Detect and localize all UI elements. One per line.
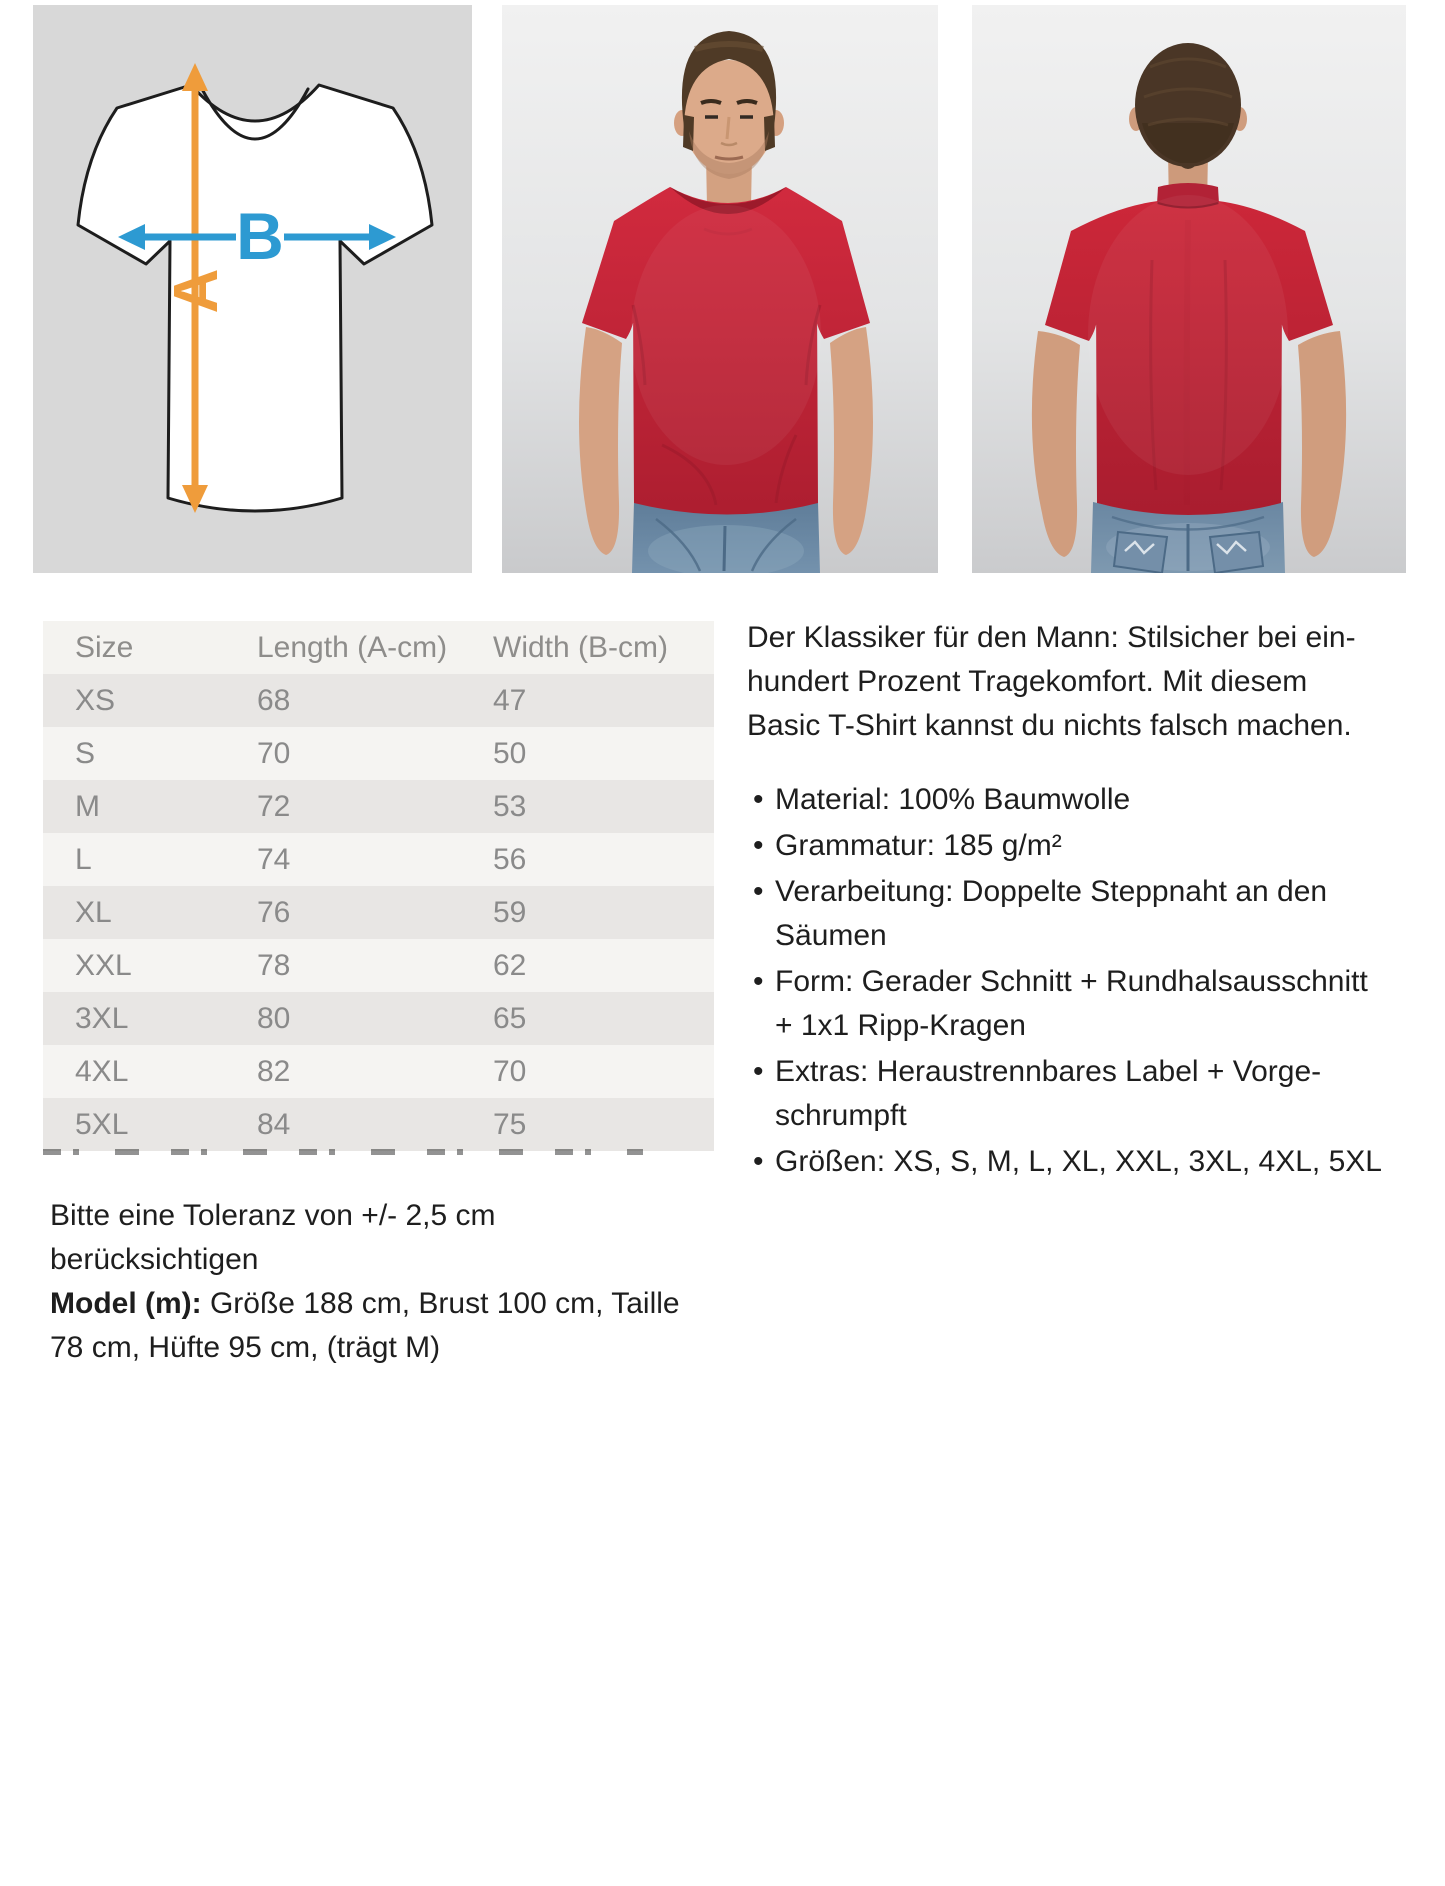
size-table-header-row (43, 621, 714, 674)
cell-size: M (75, 790, 100, 823)
spec-item-material: • Material: 100% Baumwolle (747, 778, 1409, 822)
cell-size: 4XL (75, 1055, 129, 1088)
intro-line: hundert Prozent Tragekomfort. Mit diesem (747, 665, 1308, 698)
table-row-4xl (43, 1045, 714, 1098)
cell-width: 65 (493, 1002, 527, 1035)
intro-line: Basic T-Shirt kannst du nichts falsch machen. (747, 709, 1352, 742)
clipped-row-artifact (43, 1149, 643, 1155)
cell-width: 53 (493, 790, 527, 823)
cell-length: 78 (257, 949, 291, 982)
table-row-xl (43, 886, 714, 939)
cell-length: 76 (257, 896, 291, 929)
nose (727, 117, 729, 139)
spec-item-grammatur: • Grammatur: 185 g/m² (747, 824, 1409, 868)
spec-item-groessen: • Größen: XS, S, M, L, XL, XXL, 3XL, 4XL, 5XL (747, 1140, 1409, 1184)
table-row-s (43, 727, 714, 780)
model-front-photo (502, 5, 938, 573)
model-back-illustration (972, 5, 1406, 573)
cell-width: 62 (493, 949, 527, 982)
table-row-5xl (43, 1098, 714, 1151)
cell-size: S (75, 737, 96, 770)
cell-length: 68 (257, 684, 291, 717)
cell-width: 47 (493, 684, 527, 717)
cell-width: 59 (493, 896, 527, 929)
model-label: Model (m): (50, 1287, 202, 1320)
cell-size: L (75, 843, 92, 876)
right-pocket (1210, 532, 1263, 573)
table-row-xs (43, 674, 714, 727)
cell-length: 84 (257, 1108, 291, 1141)
tshirt-measure-diagram (33, 5, 472, 573)
cell-length: 70 (257, 737, 291, 770)
cell-width: 56 (493, 843, 527, 876)
spec-item-extras: • Extras: Heraustrennbares Label + Vorge- schrumpft (747, 1050, 1409, 1138)
model-info-rest: Größe 188 cm, Brust 100 cm, Taille (201, 1287, 680, 1320)
column-header-size: Size (75, 631, 134, 664)
model-info-line2: 78 cm, Hüfte 95 cm, (trägt M) (50, 1331, 441, 1364)
cell-size: XXL (75, 949, 132, 982)
size-table (43, 621, 714, 1151)
product-description (747, 616, 1409, 1186)
table-row-m (43, 780, 714, 833)
left-pocket (1114, 532, 1167, 573)
cell-size: XS (75, 684, 116, 717)
intro-line: Der Klassiker für den Mann: Stilsicher bei ein- (747, 621, 1356, 654)
model-back-photo (972, 5, 1406, 573)
cell-length: 82 (257, 1055, 291, 1088)
cell-length: 74 (257, 843, 291, 876)
model-info-line1 (50, 1282, 700, 1326)
cell-size: XL (75, 896, 112, 929)
cell-length: 72 (257, 790, 291, 823)
spec-item-form: • Form: Gerader Schnitt + Rundhalsausschnitt + 1x1 Ripp-Kragen (747, 960, 1409, 1048)
label-b: B (236, 199, 284, 273)
cell-length: 80 (257, 1002, 291, 1035)
spec-list (747, 778, 1409, 1184)
cell-width: 70 (493, 1055, 527, 1088)
table-row-3xl (43, 992, 714, 1045)
table-row-l (43, 833, 714, 886)
description-intro (747, 616, 1409, 748)
column-header-width: Width (B-cm) (493, 631, 668, 664)
tolerance-note: Bitte eine Toleranz von +/- 2,5 cm berücksichtigen (50, 1199, 496, 1276)
label-a: A (162, 268, 231, 314)
cell-size: 5XL (75, 1108, 129, 1141)
table-row-xxl (43, 939, 714, 992)
model-front-illustration (502, 5, 938, 573)
cell-size: 3XL (75, 1002, 129, 1035)
spec-item-verarbeitung: • Verarbeitung: Doppelte Steppnaht an den Säumen (747, 870, 1409, 958)
measurement-notes (50, 1194, 700, 1370)
size-diagram-image (33, 5, 472, 573)
cell-width: 75 (493, 1108, 527, 1141)
column-header-length: Length (A-cm) (257, 631, 448, 664)
cell-width: 50 (493, 737, 527, 770)
